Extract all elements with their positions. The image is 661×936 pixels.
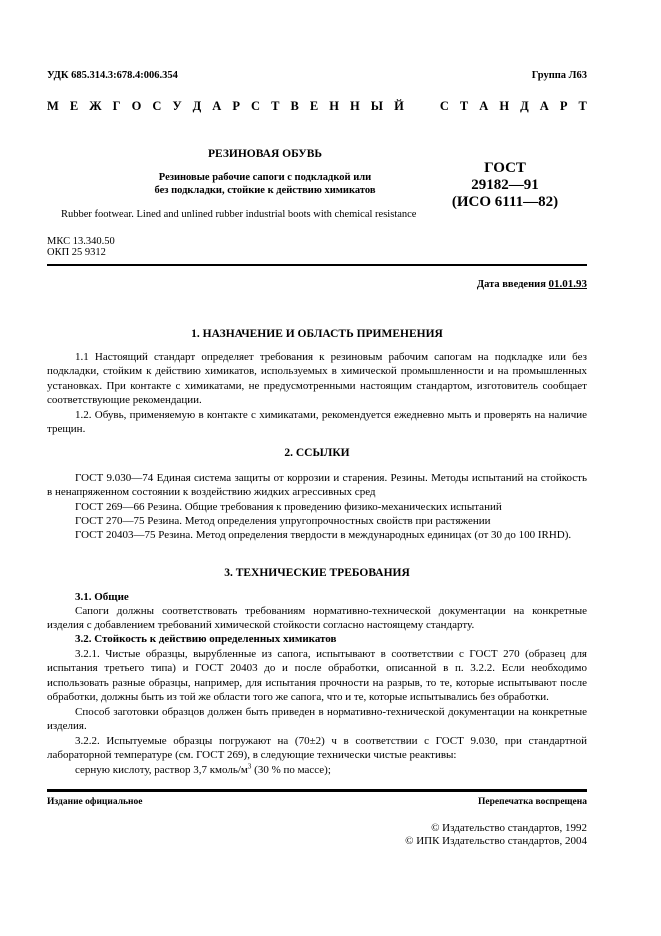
- paragraph-method: Способ заготовки образцов должен быть приведен в нормативно-технической документации на конкретные изделия.: [47, 706, 587, 733]
- gost-designation: [450, 160, 560, 211]
- banner-letter: С: [152, 99, 162, 113]
- banner-letter: М: [47, 99, 59, 113]
- banner-letter: Т: [459, 99, 469, 113]
- banner-letter: Н: [349, 99, 360, 113]
- paragraph-1-1: 1.1 Настоящий стандарт определяет требования к резиновым рабочим сапогам на подкладке или без подкладки, стойким к действию химикатов, используемых в химической промышленности и на промышленных установках. При контакте с химикатами, не предусмотренными настоящим стандартом, изготовитель сообщает соответствующие рекомендации.: [47, 351, 587, 407]
- paragraph-3-2-2: 3.2.2. Испытуемые образцы погружают на (70±2) ч в соответствии с ГОСТ 9.030, при стандартной лабораторной температуре (см. ГОСТ 269), в следующие технически чистые реактивы:: [47, 735, 587, 762]
- paragraph-sulfuric-acid: [47, 763, 587, 777]
- banner-letter: Ж: [89, 99, 102, 113]
- gost-label: ГОСТ: [484, 160, 526, 176]
- reprint-prohibited-label: Перепечатка воспрещена: [477, 797, 587, 807]
- reference-gost-270: ГОСТ 270—75 Резина. Метод определения упругопрочностных свойств при растяжении: [75, 515, 491, 527]
- subsection-3-2-heading: 3.2. Стойкость к действию определенных химикатов: [75, 633, 337, 645]
- banner-letter: Г: [112, 99, 121, 113]
- official-edition-label: Издание официальное: [47, 797, 143, 807]
- document-title: РЕЗИНОВАЯ ОБУВЬ: [207, 148, 323, 160]
- introduction-date: [477, 278, 587, 290]
- okp-code: ОКП 25 9312: [47, 247, 106, 258]
- footer-divider: [47, 789, 587, 792]
- banner-letter: Ы: [370, 99, 384, 113]
- english-title: Rubber footwear. Lined and unlined rubber industrial boots with chemical resistance: [61, 209, 417, 220]
- reference-gost-9030: ГОСТ 9.030—74 Единая система защиты от коррозии и старения. Резины. Методы испытаний на стойкость в ненапряженном состоянии к воздействию жидких агрессивных сред: [47, 472, 587, 499]
- group-code: Группа Л63: [531, 70, 587, 81]
- copyright-2004: © ИПК Издательство стандартов, 2004: [405, 834, 587, 847]
- banner-letter: А: [539, 99, 549, 113]
- banner-gap: [415, 99, 429, 114]
- banner-letter: Н: [499, 99, 510, 113]
- banner-letter: О: [131, 99, 142, 113]
- banner-letter: Р: [232, 99, 240, 113]
- banner-letter: В: [290, 99, 299, 113]
- paragraph-3-1: Сапоги должны соответствовать требованиям нормативно-технической документации на конкретные изделия с добавлением требований химической стойкости согласно настоящему стандарту.: [47, 605, 587, 632]
- banner-letter: Е: [309, 99, 319, 113]
- banner-letter: Р: [559, 99, 568, 113]
- header-divider: [47, 264, 587, 266]
- udk-code: УДК 685.314.3:678.4:006.354: [47, 70, 178, 81]
- document-subtitle-line2: без подкладки, стойкие к действию химикатов: [154, 185, 376, 196]
- banner-letter: Д: [192, 99, 202, 113]
- copyright-block: [405, 822, 587, 847]
- section-2-heading: 2. ССЫЛКИ: [284, 447, 350, 459]
- banner-letter: У: [172, 99, 182, 113]
- banner-letter: С: [251, 99, 261, 113]
- interstate-standard-banner: [47, 99, 587, 114]
- section-3-heading: 3. ТЕХНИЧЕСКИЕ ТРЕБОВАНИЯ: [224, 567, 410, 579]
- reference-gost-20403: ГОСТ 20403—75 Резина. Метод определения твердости в международных единицах (от 30 до 100 IRHD).: [75, 529, 572, 541]
- banner-letter: Т: [271, 99, 280, 113]
- gost-number: 29182—91: [471, 177, 539, 193]
- paragraph-3-2-1: 3.2.1. Чистые образцы, вырубленные из сапога, испытывают в соответствии с ГОСТ 270 (образец для испытания третьего типа) и ГОСТ 20403 до и после обработки, описанной в п. 3.2.2. Если необходимо использовать разные образцы, например, для испытания прочности на разрыв, то те, которые испытывают после обработки, должны быть из той же области того же сапога, что и те, которые испытывались без обработки.: [47, 648, 587, 704]
- document-title-block: [150, 148, 380, 197]
- banner-letter: Т: [578, 99, 587, 113]
- document-subtitle-line1: Резиновые рабочие сапоги с подкладкой или: [158, 172, 372, 183]
- banner-letter: Е: [69, 99, 79, 113]
- section-1-heading: 1. НАЗНАЧЕНИЕ И ОБЛАСТЬ ПРИМЕНЕНИЯ: [191, 328, 443, 340]
- reference-gost-269: ГОСТ 269—66 Резина. Общие требования к проведению физико-механических испытаний: [75, 501, 502, 513]
- acid-text-tail: (30 % по массе);: [251, 764, 331, 776]
- paragraph-1-2: 1.2. Обувь, применяемую в контакте с химикатами, рекомендуется ежедневно мыть и проверять на наличие трещин.: [47, 409, 587, 436]
- iso-number: (ИСО 6111—82): [451, 194, 559, 210]
- mks-code: МКС 13.340.50: [47, 236, 115, 247]
- copyright-1992: © Издательство стандартов, 1992: [431, 822, 587, 834]
- classification-codes: [47, 236, 115, 258]
- banner-letter: Й: [394, 99, 404, 113]
- date-value: 01.01.93: [548, 278, 587, 290]
- acid-text: серную кислоту, раствор 3,7 кмоль/м: [75, 764, 248, 776]
- banner-letter: Н: [329, 99, 339, 113]
- superscript-3: 3: [247, 762, 252, 771]
- banner-letter: С: [439, 99, 449, 113]
- subsection-3-1-heading: 3.1. Общие: [75, 591, 129, 603]
- banner-letter: А: [479, 99, 489, 113]
- banner-letter: А: [212, 99, 222, 113]
- banner-letter: Д: [520, 99, 529, 113]
- date-label: Дата введения: [476, 279, 546, 290]
